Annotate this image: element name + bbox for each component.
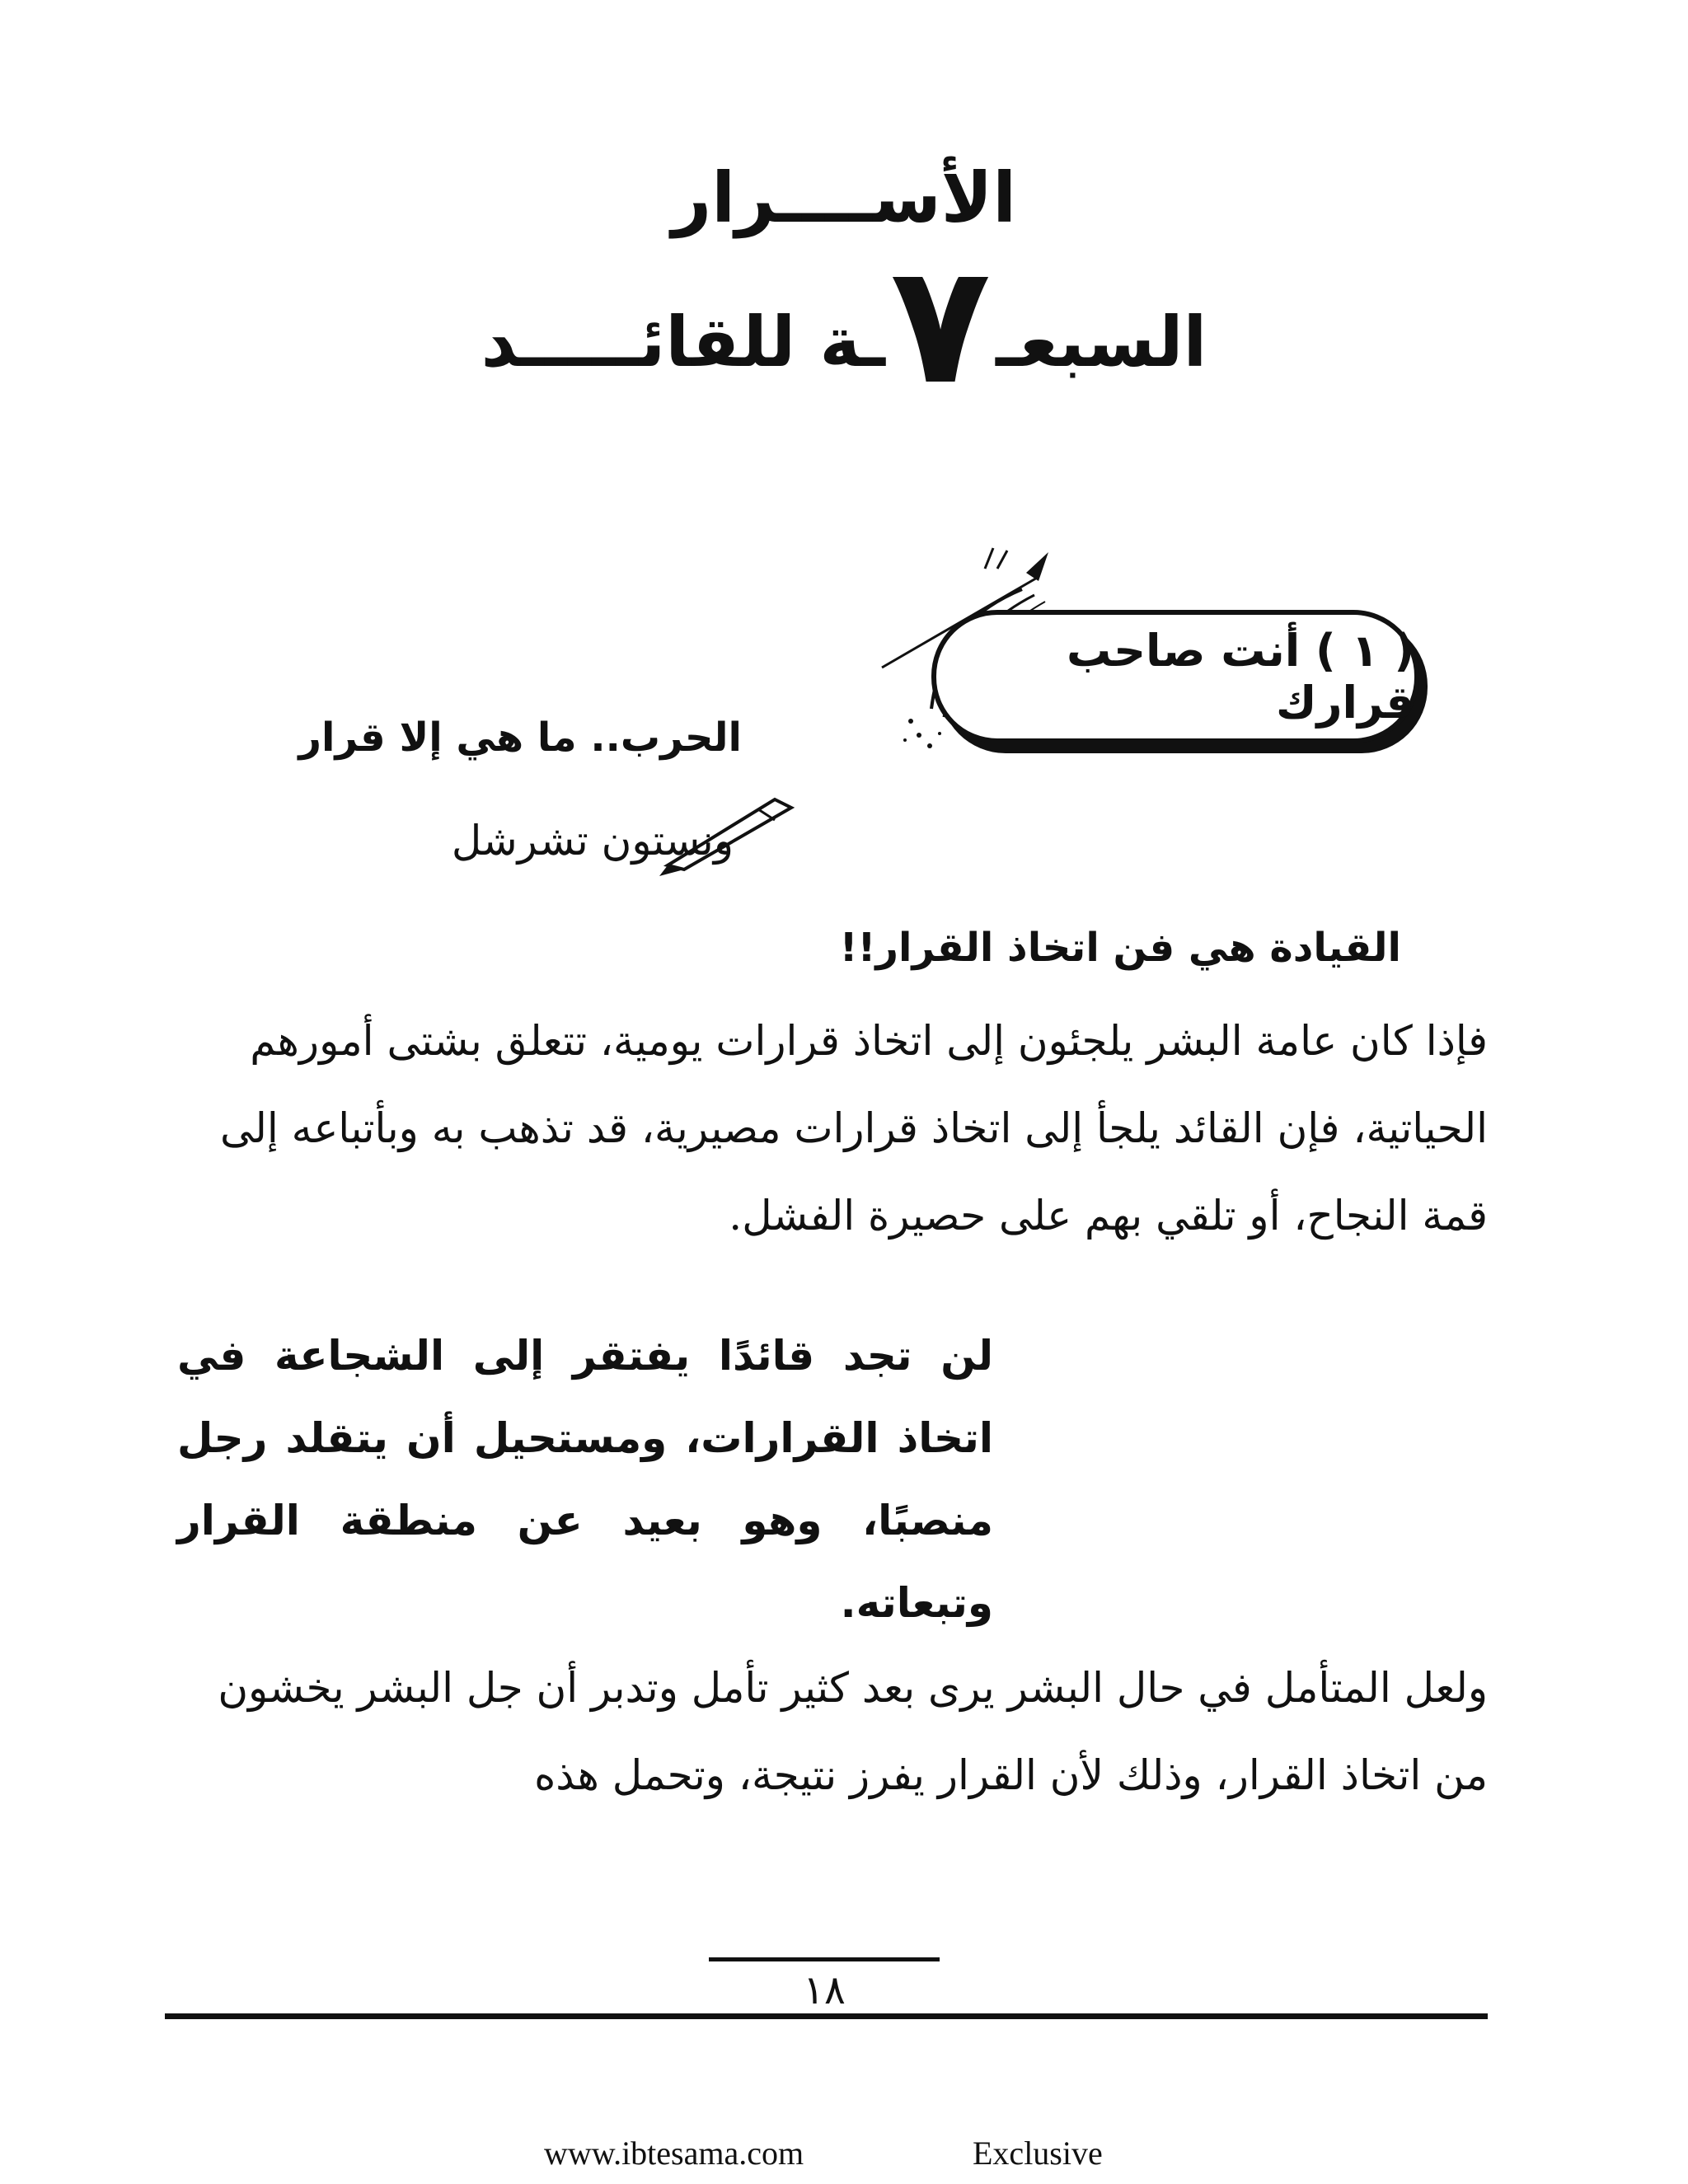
title-line-2 (0, 229, 1688, 421)
paragraph-2: ولعل المتأمل في حال البشر يرى بعد كثير تأمل وتدبر أن جل البشر يخشون من اتخاذ القرار، وذلك لأن القرار يفرز نتيجة، وتحمل هذه (218, 1664, 1488, 1799)
footer-rule (165, 2013, 1488, 2019)
title-word-after: ـة للقائـــــد (481, 302, 886, 382)
quote-text: الحرب.. ما هي إلا قرار (298, 715, 742, 761)
page-number: ١٨ (803, 1967, 846, 2013)
page-number-rule (709, 1957, 940, 1961)
title-number-seven: ٧ (890, 229, 992, 421)
footer-url: www.ibtesama.com (544, 2135, 804, 2172)
quote-author: ونستون تشرشل (451, 817, 734, 865)
paragraph-1: فإذا كان عامة البشر يلجئون إلى اتخاذ قرارات يومية، تتعلق بشتى أمورهم الحياتية، فإن القائد يلجأ إلى اتخاذ قرارات مصيرية، قد تذهب به وبأتباعه إلى قمة النجاح، أو تلقي بهم على حصيرة الفشل. (219, 1017, 1488, 1240)
bold-quote-block: لن تجد قائدًا يفتقر إلى الشجاعة في اتخاذ القرارات، ومستحيل أن يتقلد رجل منصبًا، وهو بعيد عن منطقة القرار وتبعاته. (177, 1332, 993, 1627)
section-heading: القيادة هي فن اتخاذ القرار!! (839, 925, 1401, 971)
title-word-before: السبعـ (996, 302, 1207, 382)
footer-tag: Exclusive (973, 2135, 1103, 2172)
title-line-1: الأســــرار (671, 157, 1017, 238)
chapter-title-badge: ( ١ ) أنت صاحب قرارك (931, 610, 1419, 743)
chapter-badge-area (832, 544, 1459, 758)
